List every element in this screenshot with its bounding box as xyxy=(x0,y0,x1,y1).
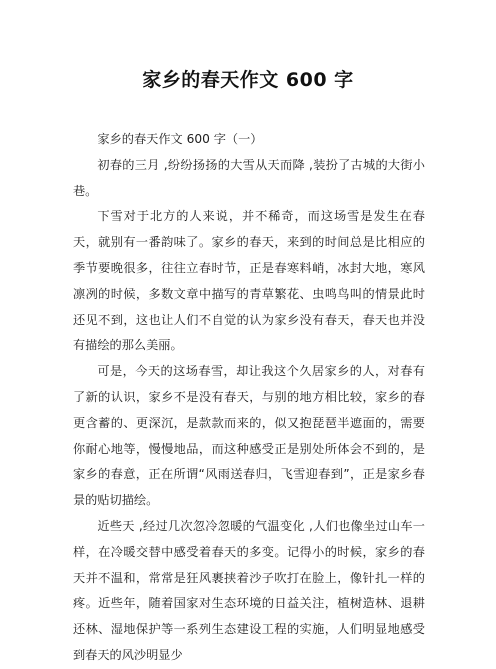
document-title: 家乡的春天作文 600 字 xyxy=(142,69,354,91)
paragraph: 可是，今天的这场春雪，却让我这个久居家乡的人，对春有了新的认识，家乡不是没有春天，与别的地方相比较，家乡的春更含蓄的、更深沉，是款款而来的，似又抱琵琶半遮面的，需要你耐心地等，慢慢地品，而这种感受正是别处所体会不到的，是家乡的春意，正在所谓“风雨送春归，飞雪迎春到”，正是家乡春景的贴切描绘。 xyxy=(73,364,425,508)
paragraph: 下雪对于北方的人来说，并不稀奇，而这场雪是发生在春天，就别有一番韵味了。家乡的春天，来到的时间总是比相应的季节要晚很多，往往立春时节，正是春寒料峭，冰封大地，寒风凛冽的时候，多数文章中描写的青草繁花、虫鸣鸟叫的情景此时还见不到，这也让人们不自觉的认为家乡没有春天，春天也并没有描绘的那么美丽。 xyxy=(73,209,425,353)
document-body xyxy=(73,127,425,669)
paragraph-heading: 家乡的春天作文 600 字（一） xyxy=(97,132,263,146)
paragraph: 近些天 ,经过几次忽冷忽暖的气温变化 ,人们也像坐过山车一样，在冷暖交替中感受着春天的多变。记得小的时候，家乡的春天并不温和，常常是狂风裹挟着沙子吹打在脸上，像针扎一样的疼。近些年，随着国家对生态环境的日益关注，植树造林、退耕还林、湿地保护等一系列生态建设工程的实施，人们明显地感受到春天的风沙明显少 xyxy=(73,518,425,662)
paragraph: 初春的三月 ,纷纷扬扬的大雪从天而降 ,装扮了古城的大街小巷。 xyxy=(73,157,425,198)
